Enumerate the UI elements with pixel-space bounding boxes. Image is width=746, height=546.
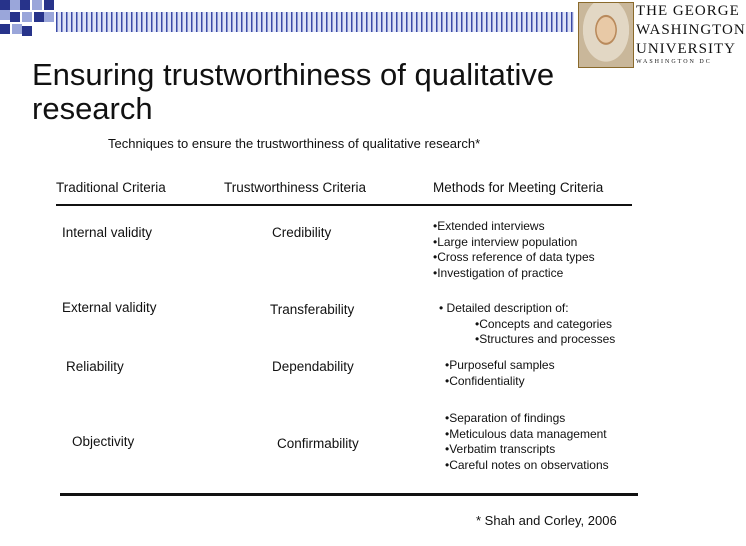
column-header-methods: Methods for Meeting Criteria <box>433 180 604 195</box>
decor-square <box>32 0 42 10</box>
method-item: •Extended interviews <box>433 219 545 233</box>
column-header-traditional: Traditional Criteria <box>56 180 166 195</box>
slide-title-line: research <box>32 91 153 126</box>
method-item: •Structures and processes <box>475 332 616 346</box>
citation-footnote: * Shah and Corley, 2006 <box>476 513 617 528</box>
table-cell-traditional: Objectivity <box>72 434 135 449</box>
decor-square <box>22 12 32 22</box>
column-header-trustworthiness: Trustworthiness Criteria <box>224 180 367 195</box>
header-divider <box>56 204 632 206</box>
table-cell-trustworthiness: Dependability <box>272 359 354 374</box>
method-item: •Purposeful samples <box>445 358 555 372</box>
header-stripe-bar <box>56 12 574 32</box>
method-item: •Cross reference of data types <box>433 250 595 264</box>
logo-text-line: WASHINGTON <box>636 22 746 38</box>
decor-square <box>12 24 22 34</box>
method-item: •Separation of findings <box>445 411 566 425</box>
decor-square <box>0 10 10 20</box>
method-item: • Detailed description of: <box>439 301 569 315</box>
table-caption: Techniques to ensure the trustworthiness of qualitative research* <box>108 136 481 151</box>
decor-square <box>0 0 10 10</box>
methods-list <box>433 219 595 281</box>
method-item: •Concepts and categories <box>475 316 612 331</box>
decor-square <box>20 0 30 10</box>
decor-square <box>34 12 44 22</box>
slide-title-line: Ensuring trustworthiness of qualitative <box>32 57 555 92</box>
decor-square <box>22 26 32 36</box>
method-item: •Large interview population <box>433 234 578 249</box>
method-item: •Confidentiality <box>445 373 525 388</box>
methods-list <box>439 301 615 348</box>
university-logo <box>636 2 746 65</box>
logo-text-line: UNIVERSITY <box>636 41 736 57</box>
decor-square <box>44 0 54 10</box>
methods-list <box>445 358 555 389</box>
decor-square <box>10 0 20 10</box>
method-item: •Investigation of practice <box>433 265 564 280</box>
table-cell-trustworthiness: Confirmability <box>277 436 359 451</box>
methods-list <box>445 411 609 473</box>
table-bottom-rule <box>60 493 638 496</box>
table-cell-traditional: Reliability <box>66 359 124 374</box>
slide-title <box>32 58 592 126</box>
method-item: •Verbatim transcripts <box>445 442 556 456</box>
method-item: •Careful notes on observations <box>445 457 609 472</box>
table-cell-traditional: Internal validity <box>62 225 153 240</box>
logo-text-line: THE GEORGE <box>636 3 740 19</box>
method-item: •Meticulous data management <box>445 426 607 441</box>
decor-square <box>10 12 20 22</box>
table-cell-trustworthiness: Credibility <box>272 225 332 240</box>
table-cell-trustworthiness: Transferability <box>270 302 355 317</box>
decor-square <box>0 24 10 34</box>
table-cell-traditional: External validity <box>62 300 157 315</box>
decor-square <box>44 12 54 22</box>
logo-subtext: WASHINGTON DC <box>636 59 712 65</box>
